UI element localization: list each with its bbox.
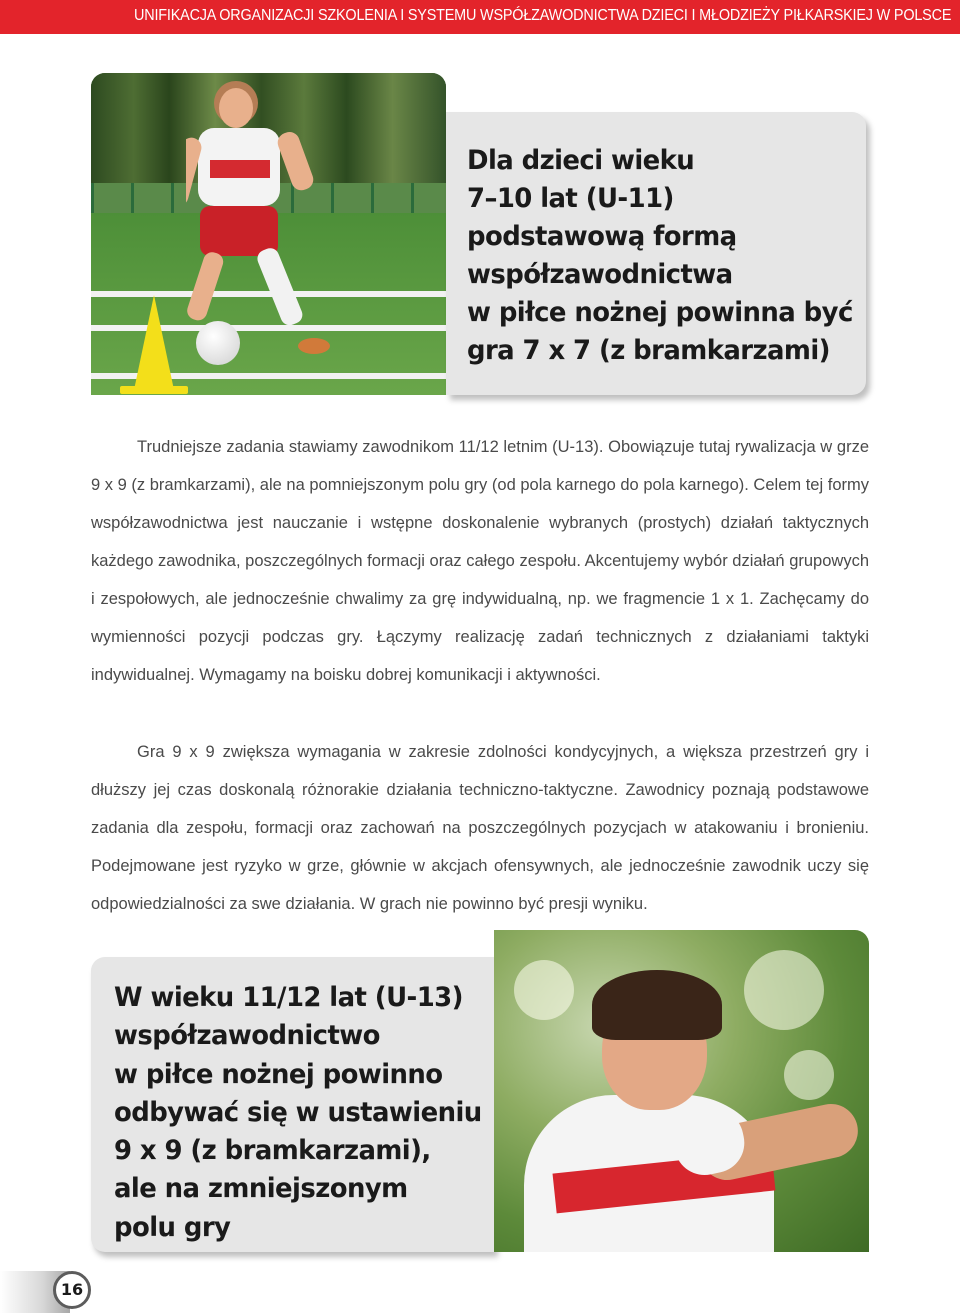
title-line: współzawodnictwa (467, 259, 733, 290)
title-line: W wieku 11/12 lat (U-13) (114, 982, 463, 1013)
bottom-highlight-title (114, 979, 482, 1247)
photo-bokeh (784, 1050, 834, 1100)
training-cone (134, 295, 174, 390)
page-number: 16 (60, 1280, 84, 1299)
top-highlight-box (446, 112, 866, 395)
photo-bokeh (514, 960, 574, 1020)
photo-bokeh (744, 950, 824, 1030)
title-line: polu gry (114, 1211, 231, 1243)
title-line: podstawową formą (467, 221, 737, 252)
photo-hair (592, 970, 722, 1040)
bottom-highlight-box (91, 957, 495, 1252)
title-line: 9 x 9 (z bramkarzami), (114, 1135, 431, 1167)
title-line: ale na zmniejszonym (114, 1173, 408, 1205)
title-line: odbywać się w ustawieniu (114, 1096, 482, 1128)
title-line: współzawodnictwo (114, 1020, 380, 1052)
photo-player-dribbling (91, 73, 446, 395)
title-line: gra 7 x 7 (z bramkarzami) (467, 335, 830, 366)
photo-player-portrait (494, 930, 869, 1252)
body-paragraph-2: Gra 9 x 9 zwiększa wymagania w zakresie zdolności kondycyjnych, a większa przestrzeń gry i dłuższy jej czas doskonalą różnorakie działania techniczno-taktyczne. Zawodnicy poznają podstawowe zadania dla zespołu, formacji oraz zachowań na poszczególnych pozycjach w atakowaniu i bronieniu. Podejmowane jest ryzyko w grze, głównie w akcjach ofensywnych, ale jednocześnie zawodnik uczy się odpowiedzialności za swe działania. W grach nie powinno być presji wyniku. (91, 743, 869, 913)
title-line: 7–10 lat (U-11) (467, 183, 674, 214)
title-line: w piłce nożnej powinna być (467, 297, 853, 328)
training-cone-base (120, 386, 188, 394)
header-title: UNIFIKACJA ORGANIZACJI SZKOLENIA I SYSTEMU WSPÓŁZAWODNICTWA DZIECI I MŁODZIEŻY PIŁKARSKIEJ W POLSCE (134, 7, 952, 24)
page-number-badge (53, 1271, 91, 1309)
title-line: Dla dzieci wieku (467, 145, 695, 176)
football (196, 321, 240, 365)
header-bar (0, 0, 960, 34)
title-line: w piłce nożnej powinno (114, 1058, 443, 1090)
body-paragraph-1: Trudniejsze zadania stawiamy zawodnikom 11/12 letnim (U-13). Obowiązuje tutaj rywalizacja w grze 9 x 9 (z bramkarzami), ale na pomniejszonym polu gry (od pola karnego do pola karnego). Celem tej formy współzawodnictwa jest nauczanie i wstępne doskonalenie wybranych (prostych) działań taktycznych każdego zawodnika, poszczególnych formacji oraz całego zespołu. Akcentujemy wybór działań grupowych i zespołowych, ale jednocześnie chwalimy za grę indywidualną, np. we fragmencie 1 x 1. Zachęcamy do wymienności pozycji podczas gry. Łączymy realizację zadań technicznych z działaniami taktyki indywidualnej. Wymagamy na boisku dobrej komunikacji i aktywności. (91, 438, 869, 684)
top-highlight-title (467, 142, 853, 370)
